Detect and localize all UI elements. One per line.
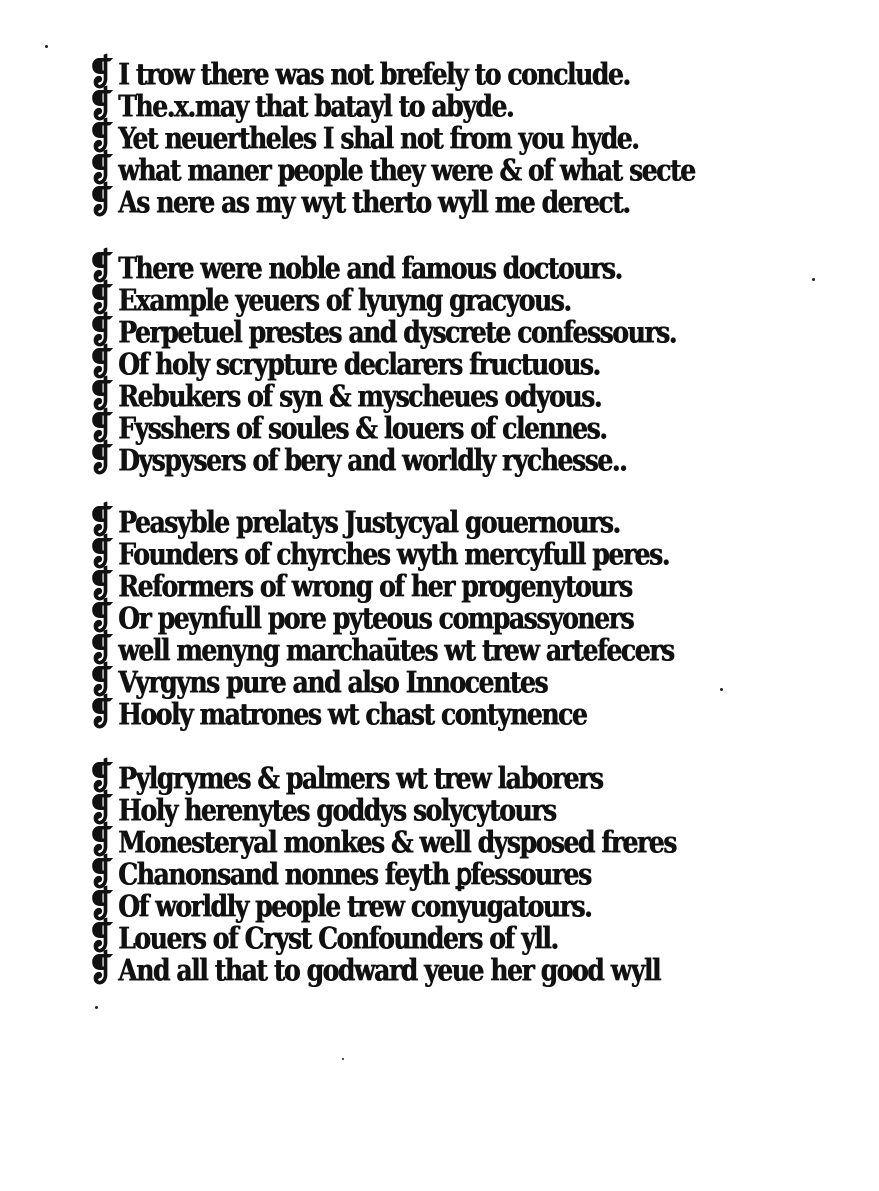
- verse-text: Chanonsand nonnes feyth ꝑfessoures: [118, 857, 591, 892]
- paragraph-mark-icon: ❡: [88, 406, 114, 449]
- verse-text: Hooly matrones wt chast contynence: [118, 697, 587, 732]
- paragraph-mark-icon: ❡: [88, 278, 114, 321]
- stanza: [88, 52, 695, 223]
- paragraph-mark-icon: ❡: [88, 246, 114, 289]
- paragraph-mark-icon: ❡: [88, 374, 114, 417]
- stanza: [88, 500, 674, 735]
- verse-line: [88, 438, 676, 481]
- verse-line: [88, 948, 676, 991]
- paragraph-mark-icon: ❡: [88, 84, 114, 127]
- verse-text: Rebukers of syn & myscheues odyous.: [118, 379, 601, 414]
- paragraph-mark-icon: ❡: [88, 820, 114, 863]
- verse-text: Vyrgyns pure and also Innocentes: [118, 665, 547, 700]
- paragraph-mark-icon: ❡: [88, 148, 114, 191]
- scan-speck: [812, 278, 815, 281]
- paragraph-mark-icon: ❡: [88, 310, 114, 353]
- stanza: [88, 246, 676, 481]
- scan-speck: [95, 1006, 98, 1009]
- paragraph-mark-icon: ❡: [88, 948, 114, 991]
- verse-text: well menyng marchaūtes wt trew artefecers: [118, 633, 674, 668]
- verse-text: Of holy scrypture declarers fructuous.: [118, 347, 600, 382]
- paragraph-mark-icon: ❡: [88, 180, 114, 223]
- scan-speck: [342, 1058, 344, 1060]
- verse-line: [88, 692, 673, 735]
- paragraph-mark-icon: ❡: [88, 500, 114, 543]
- paragraph-mark-icon: ❡: [88, 788, 114, 831]
- paragraph-mark-icon: ❡: [88, 532, 114, 575]
- verse-text: Perpetuel prestes and dyscrete confessours.: [118, 315, 676, 350]
- verse-line: [88, 180, 694, 223]
- verse-text: The.x.may that batayl to abyde.: [118, 89, 514, 124]
- verse-text: Peasyble prelatys Justycyal gouernours.: [118, 505, 620, 540]
- paragraph-mark-icon: ❡: [88, 692, 114, 735]
- paragraph-mark-icon: ❡: [88, 116, 114, 159]
- paragraph-mark-icon: ❡: [88, 342, 114, 385]
- verse-text: what maner people they were & of what secte: [118, 153, 695, 188]
- paragraph-mark-icon: ❡: [88, 596, 114, 639]
- verse-text: Holy herenytes goddys solycytours: [118, 793, 556, 828]
- paragraph-mark-icon: ❡: [88, 756, 114, 799]
- paragraph-mark-icon: ❡: [88, 884, 114, 927]
- stanza: [88, 756, 676, 991]
- verse-text: Founders of chyrches wyth mercyfull peres.: [118, 537, 669, 572]
- paragraph-mark-icon: ❡: [88, 628, 114, 671]
- verse-text: Louers of Cryst Confounders of yll.: [118, 921, 558, 956]
- paragraph-mark-icon: ❡: [88, 852, 114, 895]
- paragraph-mark-icon: ❡: [88, 660, 114, 703]
- verse-text: Fysshers of soules & louers of clennes.: [118, 411, 607, 446]
- paragraph-mark-icon: ❡: [88, 52, 114, 95]
- scan-speck: [45, 45, 48, 48]
- paragraph-mark-icon: ❡: [88, 916, 114, 959]
- verse-text: And all that to godward yeue her good wyll: [118, 953, 660, 988]
- verse-text: Yet neuertheles I shal not from you hyde.: [118, 121, 639, 156]
- verse-text: Example yeuers of lyuyng gracyous.: [118, 283, 571, 318]
- verse-text: Monesteryal monkes & well dysposed freres: [118, 825, 676, 860]
- verse-text: As nere as my wyt therto wyll me derect.: [118, 185, 630, 220]
- paragraph-mark-icon: ❡: [88, 438, 114, 481]
- verse-text: Of worldly people trew conyugatours.: [118, 889, 592, 924]
- paragraph-mark-icon: ❡: [88, 564, 114, 607]
- verse-text: There were noble and famous doctours.: [118, 251, 622, 286]
- verse-text: Reformers of wrong of her progenytours: [118, 569, 632, 604]
- verse-text: Pylgrymes & palmers wt trew laborers: [118, 761, 603, 796]
- verse-text: I trow there was not brefely to conclude.: [118, 57, 630, 92]
- verse-text: Dyspysers of bery and worldly rychesse..: [118, 443, 627, 478]
- scan-speck: [720, 688, 723, 691]
- verse-text: Or peynfull pore pyteous compassyoners: [118, 601, 633, 636]
